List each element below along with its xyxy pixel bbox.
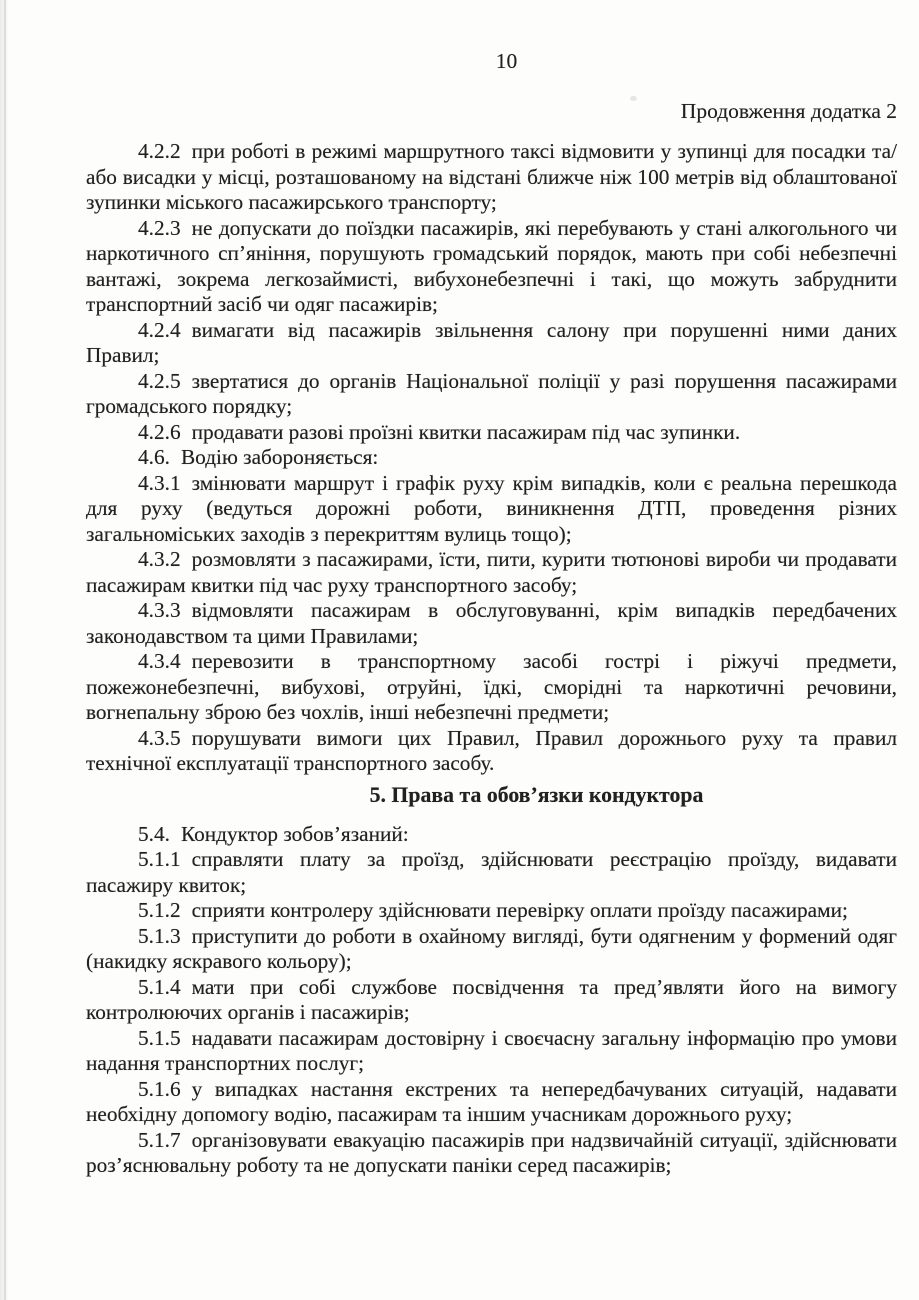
paragraph-4-2-5 <box>86 369 897 420</box>
paragraph-4-3-2 <box>86 547 897 598</box>
paragraph-number: 4.2.3 <box>138 215 181 240</box>
paragraph-number: 5.1.6 <box>138 1076 181 1101</box>
paragraph-number: 5.1.1 <box>138 847 181 871</box>
paragraph-number: 4.3.2 <box>138 547 181 571</box>
paragraph-number: 4.2.5 <box>138 368 181 393</box>
paragraph-text: не допускати до поїздки пасажирів, які перебувають у стані алкогольного чи наркотичного сп’яніння, порушують громадський порядок, мають при собі небезпечні вантажі, зокрема легкозаймисті, вибухонебезпечні і такі, що можуть забруднити транспортний засіб чи одяг пасажирів; <box>86 215 897 316</box>
paragraph-number: 4.3.4 <box>138 649 181 673</box>
paragraph-text: при роботі в режимі маршрутного таксі відмовити у зупинці для посадки та/або висадки у місці, розташованому на відстані ближче ніж 100 метрів від облаштованої зупинки міського пасажирського транспорту; <box>86 139 897 214</box>
paragraph-4-3-1 <box>86 471 897 548</box>
paragraph-text: продавати разові проїзні квитки пасажирам під час зупинки. <box>191 419 741 444</box>
paragraph-text: змінювати маршрут і графік руху крім випадків, коли є реальна перешкода для руху (ведуться дорожні роботи, виникнення ДТП, проведення різних загальноміських заходів з перекриттям вулиць тощо); <box>86 470 897 546</box>
paragraph-5-1-3 <box>86 924 897 975</box>
paragraph-number: 5.1.7 <box>138 1127 181 1152</box>
paragraph-4-2-4 <box>86 318 897 369</box>
paragraph-4-2-3 <box>86 216 897 318</box>
paragraph-number: 4.3.3 <box>138 598 181 622</box>
paragraph-5-1-5 <box>86 1026 897 1077</box>
paragraph-number: 5.4. <box>138 821 170 846</box>
paragraph-text: справляти плату за проїзд, здійснювати реєстрацію проїзду, видавати пасажиру квиток; <box>86 847 897 897</box>
paragraph-text: вимагати від пасажирів звільнення салону при порушенні ними даних Правил; <box>86 317 897 367</box>
paragraph-number: 4.2.6 <box>138 419 181 444</box>
annex-continuation-label: Продовження додатка 2 <box>680 99 897 123</box>
paragraph-4-3-5 <box>86 726 897 777</box>
paragraph-4-6 <box>86 445 897 471</box>
page-content <box>86 0 897 1179</box>
paragraph-5-1-4 <box>86 975 897 1026</box>
paragraph-text: звертатися до органів Національної поліції у разі порушення пасажирами громадського порядку; <box>86 368 897 418</box>
scan-edge-line <box>4 0 6 1300</box>
paragraph-5-1-6 <box>86 1077 897 1128</box>
paragraph-4-3-3 <box>86 598 897 649</box>
paragraph-text: надавати пасажирам достовірну і своєчасну загальну інформацію про умови надання транспортних послуг; <box>86 1025 897 1075</box>
paragraph-text: Кондуктор зобов’язаний: <box>180 821 409 846</box>
paragraph-number: 5.1.5 <box>138 1025 181 1050</box>
paragraph-number: 4.2.2 <box>138 139 181 163</box>
paragraph-4-2-2 <box>86 139 897 216</box>
paragraph-text: Водію забороняється: <box>180 445 379 469</box>
paragraph-number: 5.1.4 <box>138 974 181 999</box>
paragraph-text: у випадках настання екстрених та непередбачуваних ситуацій, надавати необхідну допомогу водію, пасажирам та іншим учасникам дорожнього руху; <box>86 1076 897 1126</box>
paragraph-5-1-1 <box>86 847 897 898</box>
paragraph-text: приступити до роботи в охайному вигляді, бути одягненим у формений одяг (накидку яскравого кольору); <box>86 923 897 973</box>
paragraph-5-4 <box>86 822 897 848</box>
paragraph-number: 4.6. <box>138 445 170 469</box>
paragraph-text: перевозити в транспортному засобі гострі і ріжучі предмети, пожежонебезпечні, вибухові, отруйні, їдкі, сморідні та наркотичні речовини, вогнепальну зброю без чохлів, інші небезпечні предмети; <box>86 649 897 724</box>
paragraph-number: 4.3.5 <box>138 725 181 750</box>
paragraph-number: 4.2.4 <box>138 317 181 342</box>
paragraph-number: 4.3.1 <box>138 470 181 495</box>
paragraph-text: мати при собі службове посвідчення та пред’являти його на вимогу контролюючих органів і пасажирів; <box>86 974 897 1024</box>
paragraph-text: сприяти контролеру здійснювати перевірку оплати проїзду пасажирами; <box>191 898 848 922</box>
paragraph-text: розмовляти з пасажирами, їсти, пити, курити тютюнові вироби чи продавати пасажирам квитки під час руху транспортного засобу; <box>86 547 897 597</box>
paragraph-number: 5.1.3 <box>138 923 181 948</box>
paragraph-5-1-7 <box>86 1128 897 1179</box>
document-body <box>86 139 897 1179</box>
paragraph-text: відмовляти пасажирам в обслуговуванні, крім випадків передбачених законодавством та цими Правилами; <box>86 598 897 648</box>
paragraph-number: 5.1.2 <box>138 898 181 922</box>
paragraph-text: порушувати вимоги цих Правил, Правил дорожнього руху та правил технічної експлуатації транспортного засобу. <box>86 725 897 775</box>
section-5-heading: 5. Права та обов’язки кондуктора <box>369 782 704 807</box>
paragraph-4-2-6 <box>86 420 897 446</box>
paragraph-text: організовувати евакуацію пасажирів при надзвичайній ситуації, здійснювати роз’яснювальну роботу та не допускати паніки серед пасажирів; <box>86 1127 897 1177</box>
paragraph-5-1-2 <box>86 898 897 924</box>
page-number: 10 <box>495 49 518 73</box>
paragraph-4-3-4 <box>86 649 897 726</box>
